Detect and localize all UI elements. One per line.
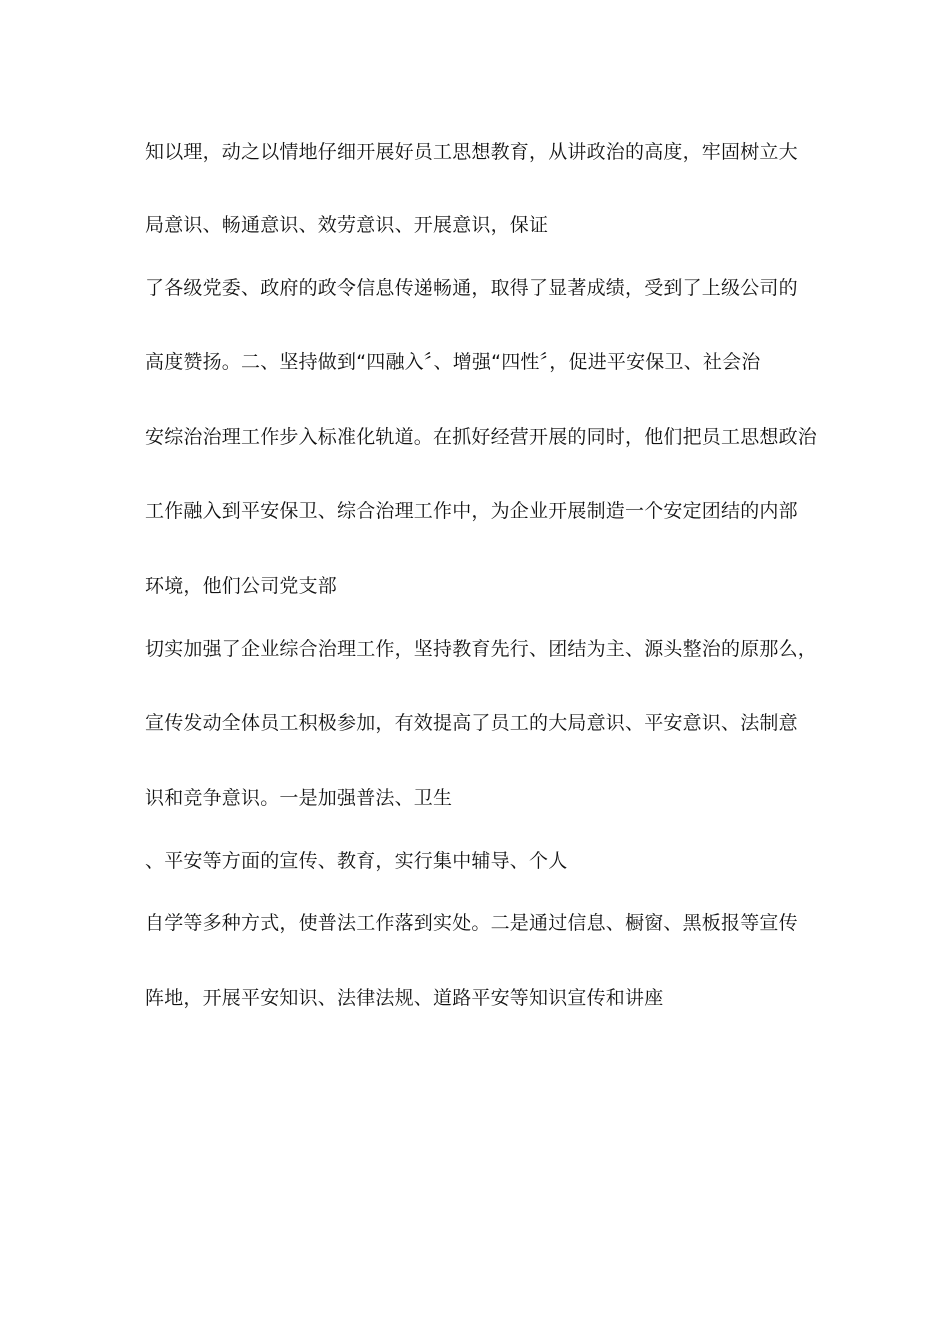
body-text-line: 工作融入到平安保卫、综合治理工作中，为企业开展制造一个安定团结的内部 <box>145 500 798 522</box>
body-text-line: 知以理，动之以情地仔细开展好员工思想教育，从讲政治的高度，牢固树立大 <box>145 141 798 163</box>
body-text-line: 识和竞争意识。一是加强普法、卫生 <box>145 787 453 809</box>
body-text-line: 自学等多种方式，使普法工作落到实处。二是通过信息、橱窗、黑板报等宣传 <box>145 912 798 934</box>
body-text-line: 安综治治理工作步入标准化轨道。在抓好经营开展的同时，他们把员工思想政治 <box>145 426 818 448</box>
body-text-line: 环境，他们公司党支部 <box>145 575 338 597</box>
body-text-line: 了各级党委、政府的政令信息传递畅通，取得了显著成绩，受到了上级公司的 <box>145 277 798 299</box>
body-text-line: 阵地，开展平安知识、法律法规、道路平安等知识宣传和讲座 <box>145 987 664 1009</box>
body-text-line: 局意识、畅通意识、效劳意识、开展意识，保证 <box>145 214 549 236</box>
body-text-line: 切实加强了企业综合治理工作，坚持教育先行、团结为主、源头整治的原那么， <box>145 638 818 660</box>
body-text-line: 高度赞扬。二、坚持做到“四融入〞、增强“四性〞，促进平安保卫、社会治 <box>145 351 761 373</box>
body-text-line: 、平安等方面的宣传、教育，实行集中辅导、个人 <box>145 850 568 872</box>
body-text-line: 宣传发动全体员工积极参加，有效提高了员工的大局意识、平安意识、法制意 <box>145 712 798 734</box>
